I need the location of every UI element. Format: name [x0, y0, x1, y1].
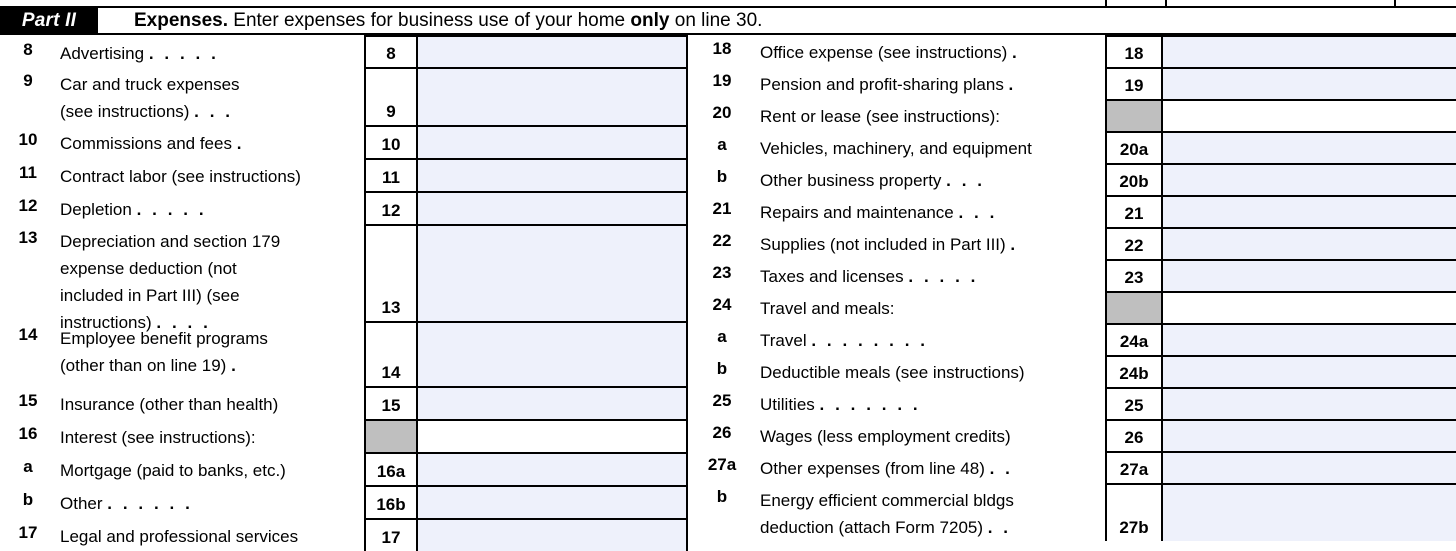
line-number-label: 17	[18, 523, 38, 542]
form-line-row	[0, 419, 688, 452]
line-number-box	[1105, 131, 1163, 163]
part-ii-tag: Part II	[0, 8, 98, 33]
amount-entry-field[interactable]	[1163, 483, 1456, 541]
amount-entry-field	[1163, 99, 1456, 131]
line-description	[60, 523, 360, 550]
line-description-text: Depletion . . . . .	[60, 200, 207, 219]
form-line-row	[688, 323, 1456, 355]
line-number-label: 18	[712, 39, 732, 58]
amount-entry-field[interactable]	[418, 386, 688, 419]
line-description	[60, 196, 360, 223]
line-description-text: Energy efficient commercial bldgs	[760, 491, 1014, 510]
form-line-row	[688, 227, 1456, 259]
line-description-text: Supplies (not included in Part III) .	[760, 235, 1019, 254]
line-description-text: (see instructions) . . .	[60, 102, 234, 121]
form-line-row	[688, 195, 1456, 227]
form-line-row	[688, 387, 1456, 419]
amount-entry-field	[1163, 291, 1456, 323]
amount-entry-field[interactable]	[418, 67, 688, 125]
form-line-row	[688, 483, 1456, 541]
line-description	[60, 325, 360, 379]
line-description-text: Commissions and fees .	[60, 134, 245, 153]
form-line-row	[0, 485, 688, 518]
part-ii-title-only: only	[630, 10, 670, 31]
line-description-text: included in Part III) (see	[60, 286, 240, 305]
line-number-box-label: 17	[381, 528, 401, 547]
amount-entry-field[interactable]	[1163, 67, 1456, 99]
line-description-text: Office expense (see instructions) .	[760, 43, 1020, 62]
line-description	[60, 424, 360, 451]
form-line-row	[0, 386, 688, 419]
line-number-box	[364, 191, 418, 224]
line-number-label: 25	[712, 391, 732, 410]
line-number-box	[364, 125, 418, 158]
line-number-label: 11	[19, 163, 37, 182]
line-description-text: Repairs and maintenance . . .	[760, 203, 998, 222]
leader-dots: . . . . . .	[107, 494, 193, 513]
line-number-box	[1105, 195, 1163, 227]
amount-entry-field[interactable]	[418, 191, 688, 224]
line-description-text: Legal and professional services	[60, 527, 299, 546]
leader-dots: . . .	[946, 171, 986, 190]
line-description	[760, 423, 1100, 450]
line-number-box-label: 22	[1124, 236, 1144, 255]
leader-dots: . . .	[194, 102, 234, 121]
leader-dots: . .	[989, 459, 1013, 478]
line-description-text: Utilities . . . . . . .	[760, 395, 921, 414]
line-description	[60, 457, 360, 484]
line-description	[760, 231, 1100, 258]
line-number-label: 8	[23, 40, 33, 59]
line-number-box	[1105, 259, 1163, 291]
leader-dots: . . . . .	[908, 267, 979, 286]
expenses-left-column	[0, 35, 688, 548]
line-number-box-label: 20b	[1119, 172, 1149, 191]
line-description-text: Other . . . . . .	[60, 494, 193, 513]
form-line-row	[688, 35, 1456, 67]
leader-dots: .	[1008, 75, 1017, 94]
expenses-right-column	[688, 35, 1456, 548]
part-ii-header	[0, 6, 1456, 35]
form-line-row	[0, 191, 688, 224]
amount-entry-field[interactable]	[418, 518, 688, 551]
line-number-box	[1105, 387, 1163, 419]
line-description-text: deduction (attach Form 7205) . .	[760, 518, 1012, 537]
line-number-label: b	[22, 490, 34, 509]
amount-entry-field[interactable]	[1163, 131, 1456, 163]
amount-entry-field[interactable]	[1163, 419, 1456, 451]
line-number-box-label: 19	[1124, 76, 1144, 95]
line-description-text: Mortgage (paid to banks, etc.)	[60, 461, 286, 480]
form-line-row	[688, 163, 1456, 195]
line-number-box	[1105, 291, 1163, 323]
line-number-box	[364, 35, 418, 67]
amount-entry-field[interactable]	[418, 158, 688, 191]
line-description	[60, 71, 360, 125]
line-number-label: 22	[712, 231, 732, 250]
form-line-row	[0, 518, 688, 551]
amount-entry-field[interactable]	[1163, 451, 1456, 483]
line-number-label: 20	[712, 103, 732, 122]
line-number-box-label: 27b	[1119, 518, 1149, 537]
leader-dots: .	[231, 356, 239, 375]
form-line-row	[688, 99, 1456, 131]
part-ii-title-lead: Expenses.	[134, 10, 228, 31]
line-number-box-label: 27a	[1119, 460, 1149, 479]
part-ii-title-rest-2: on line 30.	[674, 10, 763, 31]
form-line-row	[688, 131, 1456, 163]
line-number-label: 21	[712, 199, 732, 218]
line-number-box	[364, 386, 418, 419]
line-description	[60, 40, 360, 67]
line-description-text: Car and truck expenses	[60, 75, 240, 94]
line-number-box-label: 15	[381, 396, 401, 415]
line-description	[760, 71, 1100, 98]
line-number-box	[1105, 35, 1163, 67]
line-description-text: Wages (less employment credits)	[760, 427, 1011, 446]
form-line-row	[688, 291, 1456, 323]
amount-entry-field[interactable]	[418, 35, 688, 67]
line-description	[760, 295, 1100, 322]
line-description-text: Interest (see instructions):	[60, 428, 256, 447]
amount-entry-field[interactable]	[1163, 355, 1456, 387]
leader-dots: . .	[987, 518, 1012, 537]
line-description-text: expense deduction (not	[60, 259, 237, 278]
line-description-text: Depreciation and section 179	[60, 232, 281, 251]
form-line-row	[688, 355, 1456, 387]
form-line-row	[688, 451, 1456, 483]
line-description	[60, 391, 360, 418]
line-description	[60, 163, 360, 190]
part-ii-title-rest-1: Enter expenses for business use of your home	[233, 10, 626, 31]
line-description	[760, 487, 1100, 541]
line-number-box	[1105, 163, 1163, 195]
line-number-box	[1105, 67, 1163, 99]
line-number-box	[1105, 451, 1163, 483]
amount-entry-field[interactable]	[418, 224, 688, 321]
line-description-text: Pension and profit-sharing plans .	[760, 75, 1017, 94]
line-number-label: 19	[712, 71, 732, 90]
line-number-label: b	[716, 167, 728, 186]
form-line-row	[0, 35, 688, 67]
line-number-box-label: 18	[1124, 44, 1144, 63]
line-number-box	[364, 452, 418, 485]
leader-dots: .	[1010, 235, 1019, 254]
line-number-box-label: 8	[386, 44, 396, 63]
line-description-text: instructions) . . . .	[60, 313, 211, 332]
line-description-text: (other than on line 19) .	[60, 356, 239, 375]
line-number-label: 9	[23, 71, 33, 90]
line-number-label: a	[23, 457, 33, 476]
amount-entry-field[interactable]	[1163, 35, 1456, 67]
line-description	[760, 263, 1100, 290]
line-number-box-label: 10	[381, 135, 401, 154]
line-number-box-label: 12	[381, 201, 401, 220]
line-description-text: Travel . . . . . . . .	[760, 331, 929, 350]
leader-dots: .	[1011, 43, 1020, 62]
line-number-box	[1105, 355, 1163, 387]
line-number-label: 16	[18, 424, 38, 443]
line-number-box-label: 13	[381, 298, 401, 317]
leader-dots: .	[236, 134, 245, 153]
line-number-label: 14	[18, 325, 38, 344]
line-number-label: b	[716, 487, 728, 506]
amount-entry-field[interactable]	[1163, 387, 1456, 419]
line-description	[760, 135, 1100, 162]
leader-dots: . . . . .	[148, 44, 219, 63]
amount-entry-field[interactable]	[418, 125, 688, 158]
line-number-label: 10	[18, 130, 38, 149]
amount-entry-field[interactable]	[1163, 227, 1456, 259]
form-line-row	[688, 67, 1456, 99]
line-number-label: 12	[18, 196, 38, 215]
line-number-label: 13	[18, 228, 38, 247]
line-number-box	[364, 321, 418, 386]
line-number-box-label: 25	[1124, 396, 1144, 415]
line-number-box	[364, 224, 418, 321]
line-number-box	[364, 485, 418, 518]
line-number-box	[364, 419, 418, 452]
leader-dots: . . . . . . . .	[811, 331, 929, 350]
part-ii-title	[134, 9, 762, 33]
line-number-box	[1105, 227, 1163, 259]
line-description	[760, 455, 1100, 482]
form-line-row	[0, 158, 688, 191]
line-description-text: Other business property . . .	[760, 171, 986, 190]
amount-entry-field[interactable]	[1163, 163, 1456, 195]
amount-entry-field[interactable]	[1163, 195, 1456, 227]
line-number-label: a	[717, 327, 727, 346]
line-number-box	[364, 67, 418, 125]
line-number-box-label: 9	[386, 102, 396, 121]
amount-entry-field[interactable]	[1163, 323, 1456, 355]
amount-entry-field[interactable]	[418, 452, 688, 485]
line-description	[760, 199, 1100, 226]
line-number-box	[1105, 483, 1163, 541]
amount-entry-field[interactable]	[1163, 259, 1456, 291]
line-number-box	[1105, 99, 1163, 131]
line-description-text: Advertising . . . . .	[60, 44, 219, 63]
line-number-box	[1105, 323, 1163, 355]
line-number-box-label: 21	[1124, 204, 1144, 223]
line-description	[760, 359, 1100, 386]
line-description	[760, 39, 1100, 66]
line-description-text: Rent or lease (see instructions):	[760, 107, 1000, 126]
line-description	[760, 391, 1100, 418]
line-number-box-label: 24a	[1119, 332, 1149, 351]
line-number-box-label: 26	[1124, 428, 1144, 447]
line-description-text: Other expenses (from line 48) . .	[760, 459, 1013, 478]
line-number-label: 26	[712, 423, 732, 442]
line-description-text: Contract labor (see instructions)	[60, 167, 301, 186]
line-number-label: 27a	[707, 455, 737, 474]
line-description	[60, 490, 360, 517]
line-number-box	[364, 518, 418, 551]
line-number-box-label: 23	[1124, 268, 1144, 287]
line-description-text: Employee benefit programs	[60, 329, 268, 348]
amount-entry-field[interactable]	[418, 485, 688, 518]
line-number-box-label: 16a	[376, 462, 406, 481]
line-number-label: 24	[712, 295, 732, 314]
leader-dots: . . . .	[156, 313, 211, 332]
amount-entry-field[interactable]	[418, 321, 688, 386]
line-number-label: 15	[18, 391, 38, 410]
line-number-label: 23	[712, 263, 732, 282]
line-number-box	[364, 158, 418, 191]
line-description	[760, 327, 1100, 354]
form-line-row	[0, 67, 688, 125]
line-description-text: Travel and meals:	[760, 299, 895, 318]
form-line-row	[0, 452, 688, 485]
line-description-text: Insurance (other than health)	[60, 395, 279, 414]
line-number-box-label: 24b	[1119, 364, 1149, 383]
line-description-text: Taxes and licenses . . . . .	[760, 267, 979, 286]
amount-entry-field	[418, 419, 688, 452]
form-line-row	[688, 259, 1456, 291]
line-number-box-label: 14	[381, 363, 401, 382]
leader-dots: . . . . .	[136, 200, 207, 219]
line-number-label: b	[716, 359, 728, 378]
line-number-box-label: 16b	[376, 495, 406, 514]
line-description	[760, 103, 1100, 130]
line-description-text: Vehicles, machinery, and equipment	[760, 139, 1032, 158]
line-number-box	[1105, 419, 1163, 451]
leader-dots: . . .	[958, 203, 998, 222]
line-description	[60, 130, 360, 157]
line-description-text: Deductible meals (see instructions)	[760, 363, 1025, 382]
line-description	[60, 228, 360, 336]
line-number-box-label: 20a	[1119, 140, 1149, 159]
form-line-row	[688, 419, 1456, 451]
form-line-row	[0, 125, 688, 158]
leader-dots: . . . . . . .	[819, 395, 921, 414]
form-line-row	[0, 224, 688, 332]
line-number-label: a	[717, 135, 727, 154]
form-line-row	[0, 321, 688, 386]
line-number-box-label: 11	[382, 168, 400, 187]
line-description	[760, 167, 1100, 194]
